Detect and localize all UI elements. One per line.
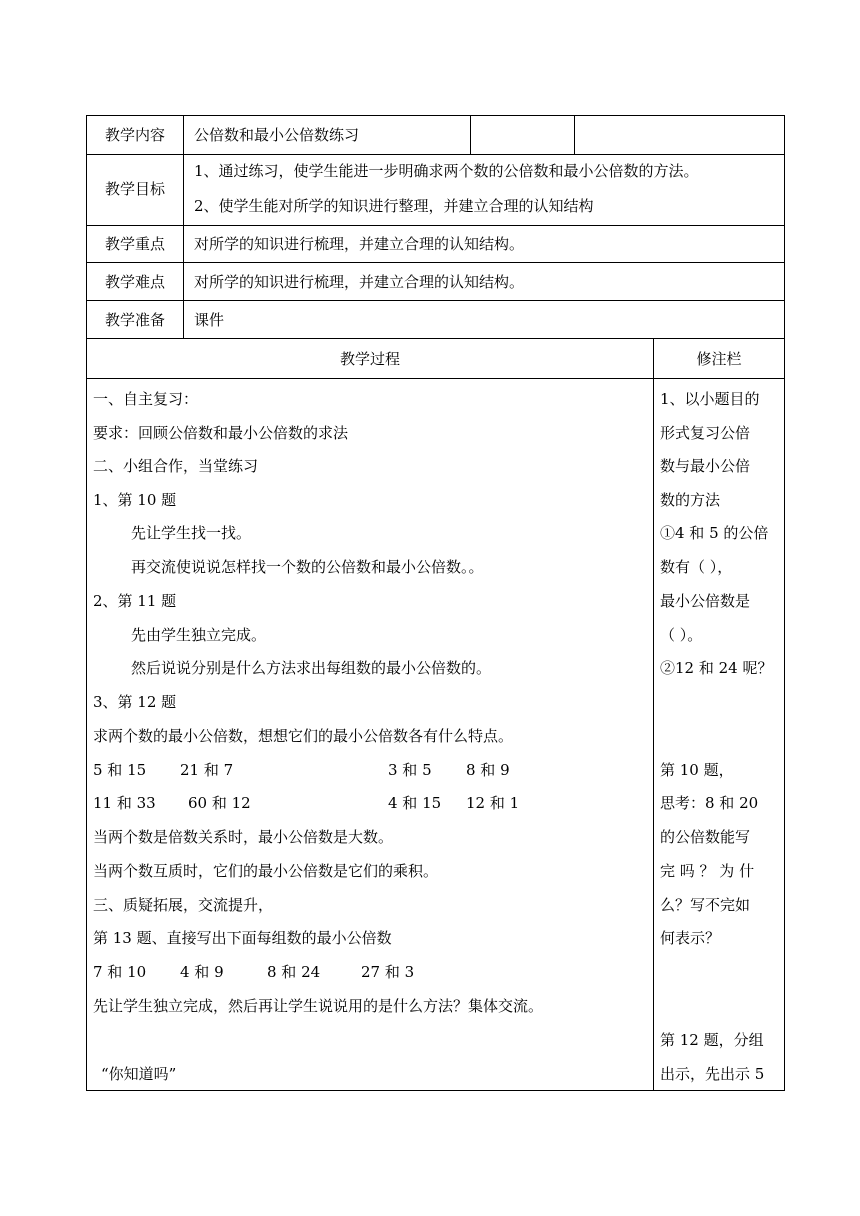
process-line: 然后说说分别是什么方法求出每组数的最小公倍数的。: [131, 659, 492, 677]
goal-line-1: 1、通过练习，使学生能进一步明确求两个数的公倍数和最小公倍数的方法。: [194, 162, 699, 180]
process-line: 求两个数的最小公倍数，想想它们的最小公倍数各有什么特点。: [93, 727, 514, 745]
note-line: 1、以小题目的: [660, 390, 760, 408]
difficulty-label: 教学难点: [104, 273, 165, 291]
process-line: 第 13 题、直接写出下面每组数的最小公倍数: [93, 929, 392, 947]
process-line: 三、质疑拓展，交流提升，: [93, 896, 274, 914]
process-line: 当两个数是倍数关系时，最小公倍数是大数。: [93, 828, 394, 846]
note-line: 第 12 题，分组: [660, 1031, 764, 1049]
label-column-divider: [183, 115, 184, 339]
process-line: 先由学生独立完成。: [131, 626, 267, 644]
note-line: 么？写不完如: [660, 896, 751, 914]
number-pair: 4 和 15: [388, 794, 442, 812]
note-line: 的公倍数能写: [660, 828, 751, 846]
note-line: （ ）。: [660, 626, 703, 644]
content-label: 教学内容: [104, 126, 165, 144]
table-border-row4: [86, 300, 785, 301]
process-line: 要求：回顾公倍数和最小公倍数的求法: [93, 424, 349, 442]
number-pair: 5 和 15: [93, 761, 147, 779]
process-line: 2、第 11 题: [93, 592, 177, 610]
note-line: 最小公倍数是: [660, 592, 751, 610]
note-line: 形式复习公倍: [660, 424, 751, 442]
process-line: 先让学生独立完成，然后再让学生说说用的是什么方法？集体交流。: [93, 997, 544, 1015]
number-pair: 21 和 7: [180, 761, 234, 779]
notes-column-divider: [653, 338, 654, 1091]
number-pair: 8 和 24: [267, 963, 321, 981]
table-border-row5: [86, 338, 785, 339]
table-border-left: [86, 115, 87, 1091]
process-line: 再交流使说说怎样找一个数的公倍数和最小公倍数。。: [131, 558, 484, 576]
note-line: 数与最小公倍: [660, 457, 751, 475]
note-line: 第 10 题，: [660, 761, 734, 779]
process-header: 教学过程: [339, 350, 400, 368]
content-divider-1: [470, 115, 471, 155]
goal-line-2: 2、使学生能对所学的知识进行整理，并建立合理的认知结构: [194, 197, 594, 215]
content-value: 公倍数和最小公倍数练习: [194, 126, 360, 144]
content-divider-2: [574, 115, 575, 155]
table-border-bottom: [86, 1090, 785, 1091]
table-border-row2: [86, 225, 785, 226]
number-pair: 60 和 12: [188, 794, 251, 812]
number-pair: 4 和 9: [180, 963, 224, 981]
number-pair: 7 和 10: [93, 963, 147, 981]
process-line: 二、小组合作，当堂练习: [93, 457, 259, 475]
note-line: 何表示？: [660, 929, 721, 947]
note-line: 数的方法: [660, 491, 721, 509]
number-pair: 12 和 1: [466, 794, 520, 812]
number-pair: 11 和 33: [93, 794, 156, 812]
notes-header: 修注栏: [696, 350, 742, 368]
preparation-label: 教学准备: [104, 311, 165, 329]
number-pair: 3 和 5: [388, 761, 432, 779]
table-border-row6: [86, 378, 785, 379]
process-line: 先让学生找一找。: [131, 524, 252, 542]
table-border-row1: [86, 154, 785, 155]
table-border-right: [784, 115, 785, 1091]
note-line: 思考：8 和 20: [660, 794, 759, 812]
key-point-label: 教学重点: [104, 235, 165, 253]
process-line: 当两个数互质时，它们的最小公倍数是它们的乘积。: [93, 862, 439, 880]
preparation-value: 课件: [194, 311, 225, 329]
key-point-value: 对所学的知识进行梳理，并建立合理的认知结构。: [194, 235, 525, 253]
process-line: “你知道吗”: [101, 1065, 177, 1083]
table-border-row3: [86, 262, 785, 263]
note-line: ①4 和 5 的公倍: [660, 524, 769, 542]
number-pair: 8 和 9: [466, 761, 510, 779]
note-line: 完 吗 ？ 为 什: [660, 862, 755, 880]
note-line: 出示，先出示 5: [660, 1065, 765, 1083]
note-line: ②12 和 24 呢？: [660, 659, 773, 677]
note-line: 数有（ ），: [660, 558, 733, 576]
goal-label: 教学目标: [104, 180, 165, 198]
table-border-top: [86, 115, 785, 116]
process-line: 1、第 10 题: [93, 491, 177, 509]
difficulty-value: 对所学的知识进行梳理，并建立合理的认知结构。: [194, 273, 525, 291]
number-pair: 27 和 3: [361, 963, 415, 981]
process-line: 3、第 12 题: [93, 693, 177, 711]
process-line: 一、自主复习：: [93, 390, 199, 408]
